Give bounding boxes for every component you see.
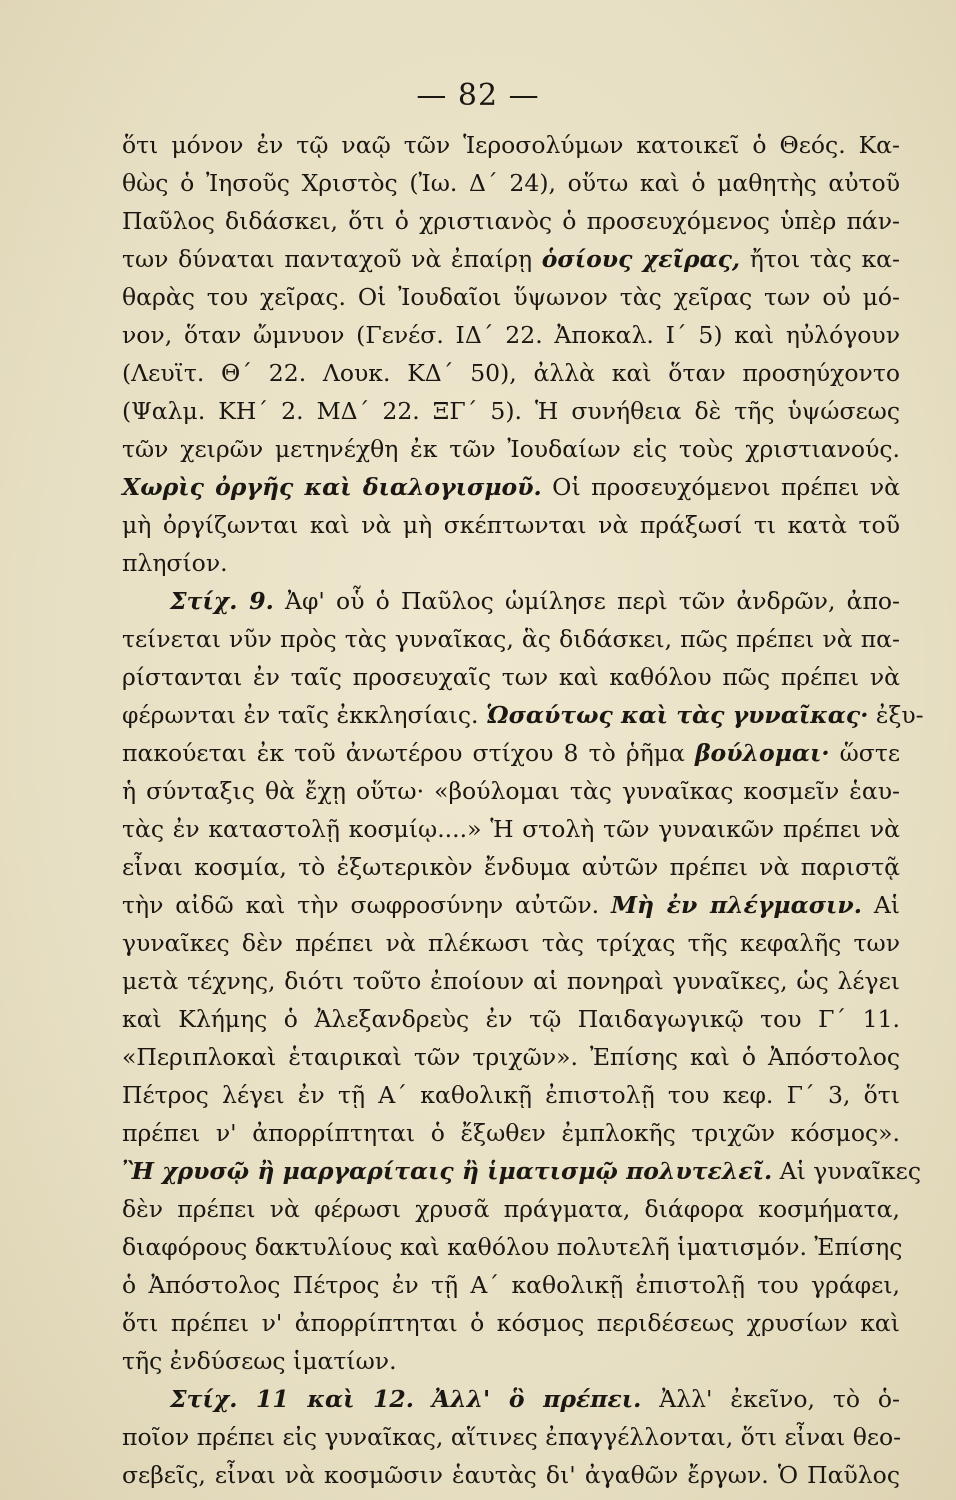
text-run: φέρωνται ἐν ταῖς ἐκκλησίαις. — [122, 701, 486, 729]
emphasized-phrase: Στίχ. 11 καὶ 12. — [170, 1385, 414, 1413]
text-line — [122, 658, 900, 696]
emphasized-phrase: Ὡσαύτως καὶ τὰς γυναῖκας· — [485, 701, 869, 729]
text-run: Οἱ προσευχόμενοι πρέπει νὰ — [541, 473, 900, 501]
text-line — [122, 582, 900, 620]
text-line — [122, 734, 900, 772]
text-line — [122, 392, 900, 430]
text-line — [122, 1076, 900, 1114]
text-line — [122, 544, 900, 582]
text-run: ἐξυ- — [868, 701, 924, 729]
text-run: τῶν χειρῶν μετηνέχθη ἐκ τῶν Ἰουδαίων εἰς τοὺς χριστιανούς. — [122, 435, 900, 463]
text-line — [122, 810, 900, 848]
text-run: «Περιπλοκαὶ ἑταιρικαὶ τῶν τριχῶν». Ἐπίσης καὶ ὁ Ἀπόστολος — [122, 1043, 900, 1071]
text-run: ἤτοι τὰς κα- — [740, 245, 900, 273]
text-line — [122, 1038, 900, 1076]
text-run: μὴ ὀργίζωνται καὶ νὰ μὴ σκέπτωνται νὰ πράξωσί τι κατὰ τοῦ — [122, 511, 900, 539]
text-run: τείνεται νῦν πρὸς τὰς γυναῖκας, ἃς διδάσκει, πῶς πρέπει νὰ πα- — [122, 625, 900, 653]
text-line — [122, 848, 900, 886]
text-run: Ἀφ' οὗ ὁ Παῦλος ὡμίλησε περὶ τῶν ἀνδρῶν, ἀπο- — [273, 587, 900, 615]
text-line — [122, 1152, 922, 1190]
text-line — [122, 354, 900, 392]
text-run: ὅτι πρέπει ν' ἀπορρίπτηται ὁ κόσμος περιδέσεως χρυσίων καὶ — [122, 1309, 900, 1337]
emphasized-phrase: βούλομαι· — [694, 739, 830, 767]
text-line — [122, 126, 900, 164]
text-line — [122, 1418, 900, 1456]
text-line — [122, 240, 900, 278]
text-run: γυναῖκες δὲν πρέπει νὰ πλέκωσι τὰς τρίχας τῆς κεφαλῆς των — [122, 929, 900, 957]
text-run: θαρὰς του χεῖρας. Οἱ Ἰουδαῖοι ὕψωνον τὰς χεῖρας των οὐ μό- — [122, 283, 900, 311]
body-text — [122, 126, 924, 1494]
text-run: Πέτρος λέγει ἐν τῇ Α΄ καθολικῇ ἐπιστολῇ του κεφ. Γ΄ 3, ὅτι — [122, 1081, 900, 1109]
text-line — [122, 886, 900, 924]
text-line — [122, 164, 900, 202]
text-line — [122, 924, 900, 962]
text-line — [122, 772, 900, 810]
text-run: τὴν αἰδῶ καὶ τὴν σωφροσύνην αὐτῶν. — [122, 891, 612, 919]
text-run: καὶ Κλήμης ὁ Ἀλεξανδρεὺς ἐν τῷ Παιδαγωγικῷ του Γ΄ 11. — [122, 1005, 900, 1033]
text-run: τὰς ἐν καταστολῇ κοσμίῳ....» Ἡ στολὴ τῶν γυναικῶν πρέπει νὰ — [122, 815, 900, 843]
text-run: τῆς ἐνδύσεως ἱματίων. — [122, 1347, 397, 1375]
text-line — [122, 278, 900, 316]
text-line — [122, 316, 900, 354]
text-line — [122, 696, 924, 734]
text-line — [122, 1304, 900, 1342]
text-run: Ἀλλ' ἐκεῖνο, τὸ ὁ- — [641, 1385, 900, 1413]
text-run: Αἱ — [861, 891, 900, 919]
text-line — [122, 1456, 900, 1494]
text-line — [122, 506, 900, 544]
text-run: ρίστανται ἐν ταῖς προσευχαῖς των καὶ καθόλου πῶς πρέπει νὰ — [122, 663, 900, 691]
text-line — [122, 620, 900, 658]
emphasized-phrase: Ἢ χρυσῷ ἢ μαργαρίταις ἢ ἱματισμῷ πολυτελεῖ. — [122, 1157, 773, 1185]
text-run: μετὰ τέχνης, διότι τοῦτο ἐποίουν αἱ πονηραὶ γυναῖκες, ὡς λέγει — [122, 967, 900, 995]
text-line — [122, 962, 900, 1000]
text-run: Παῦλος διδάσκει, ὅτι ὁ χριστιανὸς ὁ προσευχόμενος ὑπὲρ πάν- — [122, 207, 900, 235]
text-run: πρέπει ν' ἀπορρίπτηται ὁ ἔξωθεν ἐμπλοκῆς τριχῶν κόσμος». — [122, 1119, 900, 1147]
text-run: των δύναται πανταχοῦ νὰ ἐπαίρῃ — [122, 245, 542, 273]
text-run: ποῖον πρέπει εἰς γυναῖκας, αἵτινες ἐπαγγέλλονται, ὅτι εἶναι θεο- — [122, 1423, 902, 1451]
text-run: (Ψαλμ. ΚΗ΄ 2. ΜΔ΄ 22. ΞΓ΄ 5). Ἡ συνήθεια δὲ τῆς ὑψώσεως — [122, 397, 900, 425]
text-line — [122, 1228, 903, 1266]
text-run: νον, ὅταν ὤμνυον (Γενέσ. ΙΔ΄ 22. Ἀποκαλ. Ι΄ 5) καὶ ηὐλόγουν — [122, 321, 900, 349]
text-run: θὼς ὁ Ἰησοῦς Χριστὸς (Ἰω. Δ΄ 24), οὕτω καὶ ὁ μαθητὴς αὐτοῦ — [122, 169, 900, 197]
page-number: — 82 — — [416, 78, 540, 113]
emphasized-phrase: Στίχ. 9. — [170, 587, 274, 615]
emphasized-phrase: Χωρὶς ὀργῆς καὶ διαλογισμοῦ. — [122, 473, 542, 501]
text-line — [122, 1380, 900, 1418]
text-run: διαφόρους δακτυλίους καὶ καθόλου πολυτελῆ ἱματισμόν. Ἐπίσης — [122, 1233, 903, 1261]
text-line — [122, 1266, 900, 1304]
text-run — [414, 1385, 432, 1413]
text-run: πακούεται ἐκ τοῦ ἀνωτέρου στίχου 8 τὸ ῥῆμα — [122, 739, 695, 767]
text-line — [122, 1000, 900, 1038]
emphasized-phrase: Ἀλλ' ὃ πρέπει. — [431, 1385, 642, 1413]
text-run: ὥστε — [829, 739, 900, 767]
text-run: εἶναι κοσμία, τὸ ἐξωτερικὸν ἔνδυμα αὐτῶν πρέπει νὰ παριστᾷ — [122, 853, 900, 881]
text-line — [122, 1114, 900, 1152]
text-run: Αἱ γυναῖκες — [772, 1157, 922, 1185]
text-run: πλησίον. — [122, 549, 228, 577]
text-line — [122, 202, 900, 240]
text-line — [122, 1190, 900, 1228]
text-line — [122, 468, 900, 506]
text-run: ὁ Ἀπόστολος Πέτρος ἐν τῇ Α΄ καθολικῇ ἐπιστολῇ του γράφει, — [122, 1271, 900, 1299]
text-line — [122, 1342, 900, 1380]
text-line — [122, 430, 900, 468]
text-run: σεβεῖς, εἶναι νὰ κοσμῶσιν ἑαυτὰς δι' ἀγαθῶν ἔργων. Ὁ Παῦλος — [122, 1461, 900, 1489]
text-run: ὅτι μόνον ἐν τῷ ναῷ τῶν Ἱεροσολύμων κατοικεῖ ὁ Θεός. Κα- — [122, 131, 900, 159]
text-run: (Λευϊτ. Θ΄ 22. Λουκ. ΚΔ΄ 50), ἀλλὰ καὶ ὅταν προσηύχοντο — [122, 359, 900, 387]
emphasized-phrase: ὁσίους χεῖρας, — [541, 245, 741, 273]
emphasized-phrase: Μὴ ἐν πλέγμασιν. — [611, 891, 862, 919]
text-run: δὲν πρέπει νὰ φέρωσι χρυσᾶ πράγματα, διάφορα κοσμήματα, — [122, 1195, 900, 1223]
text-run: ἡ σύνταξις θὰ ἔχῃ οὕτω· «βούλομαι τὰς γυναῖκας κοσμεῖν ἑαυ- — [122, 777, 900, 805]
